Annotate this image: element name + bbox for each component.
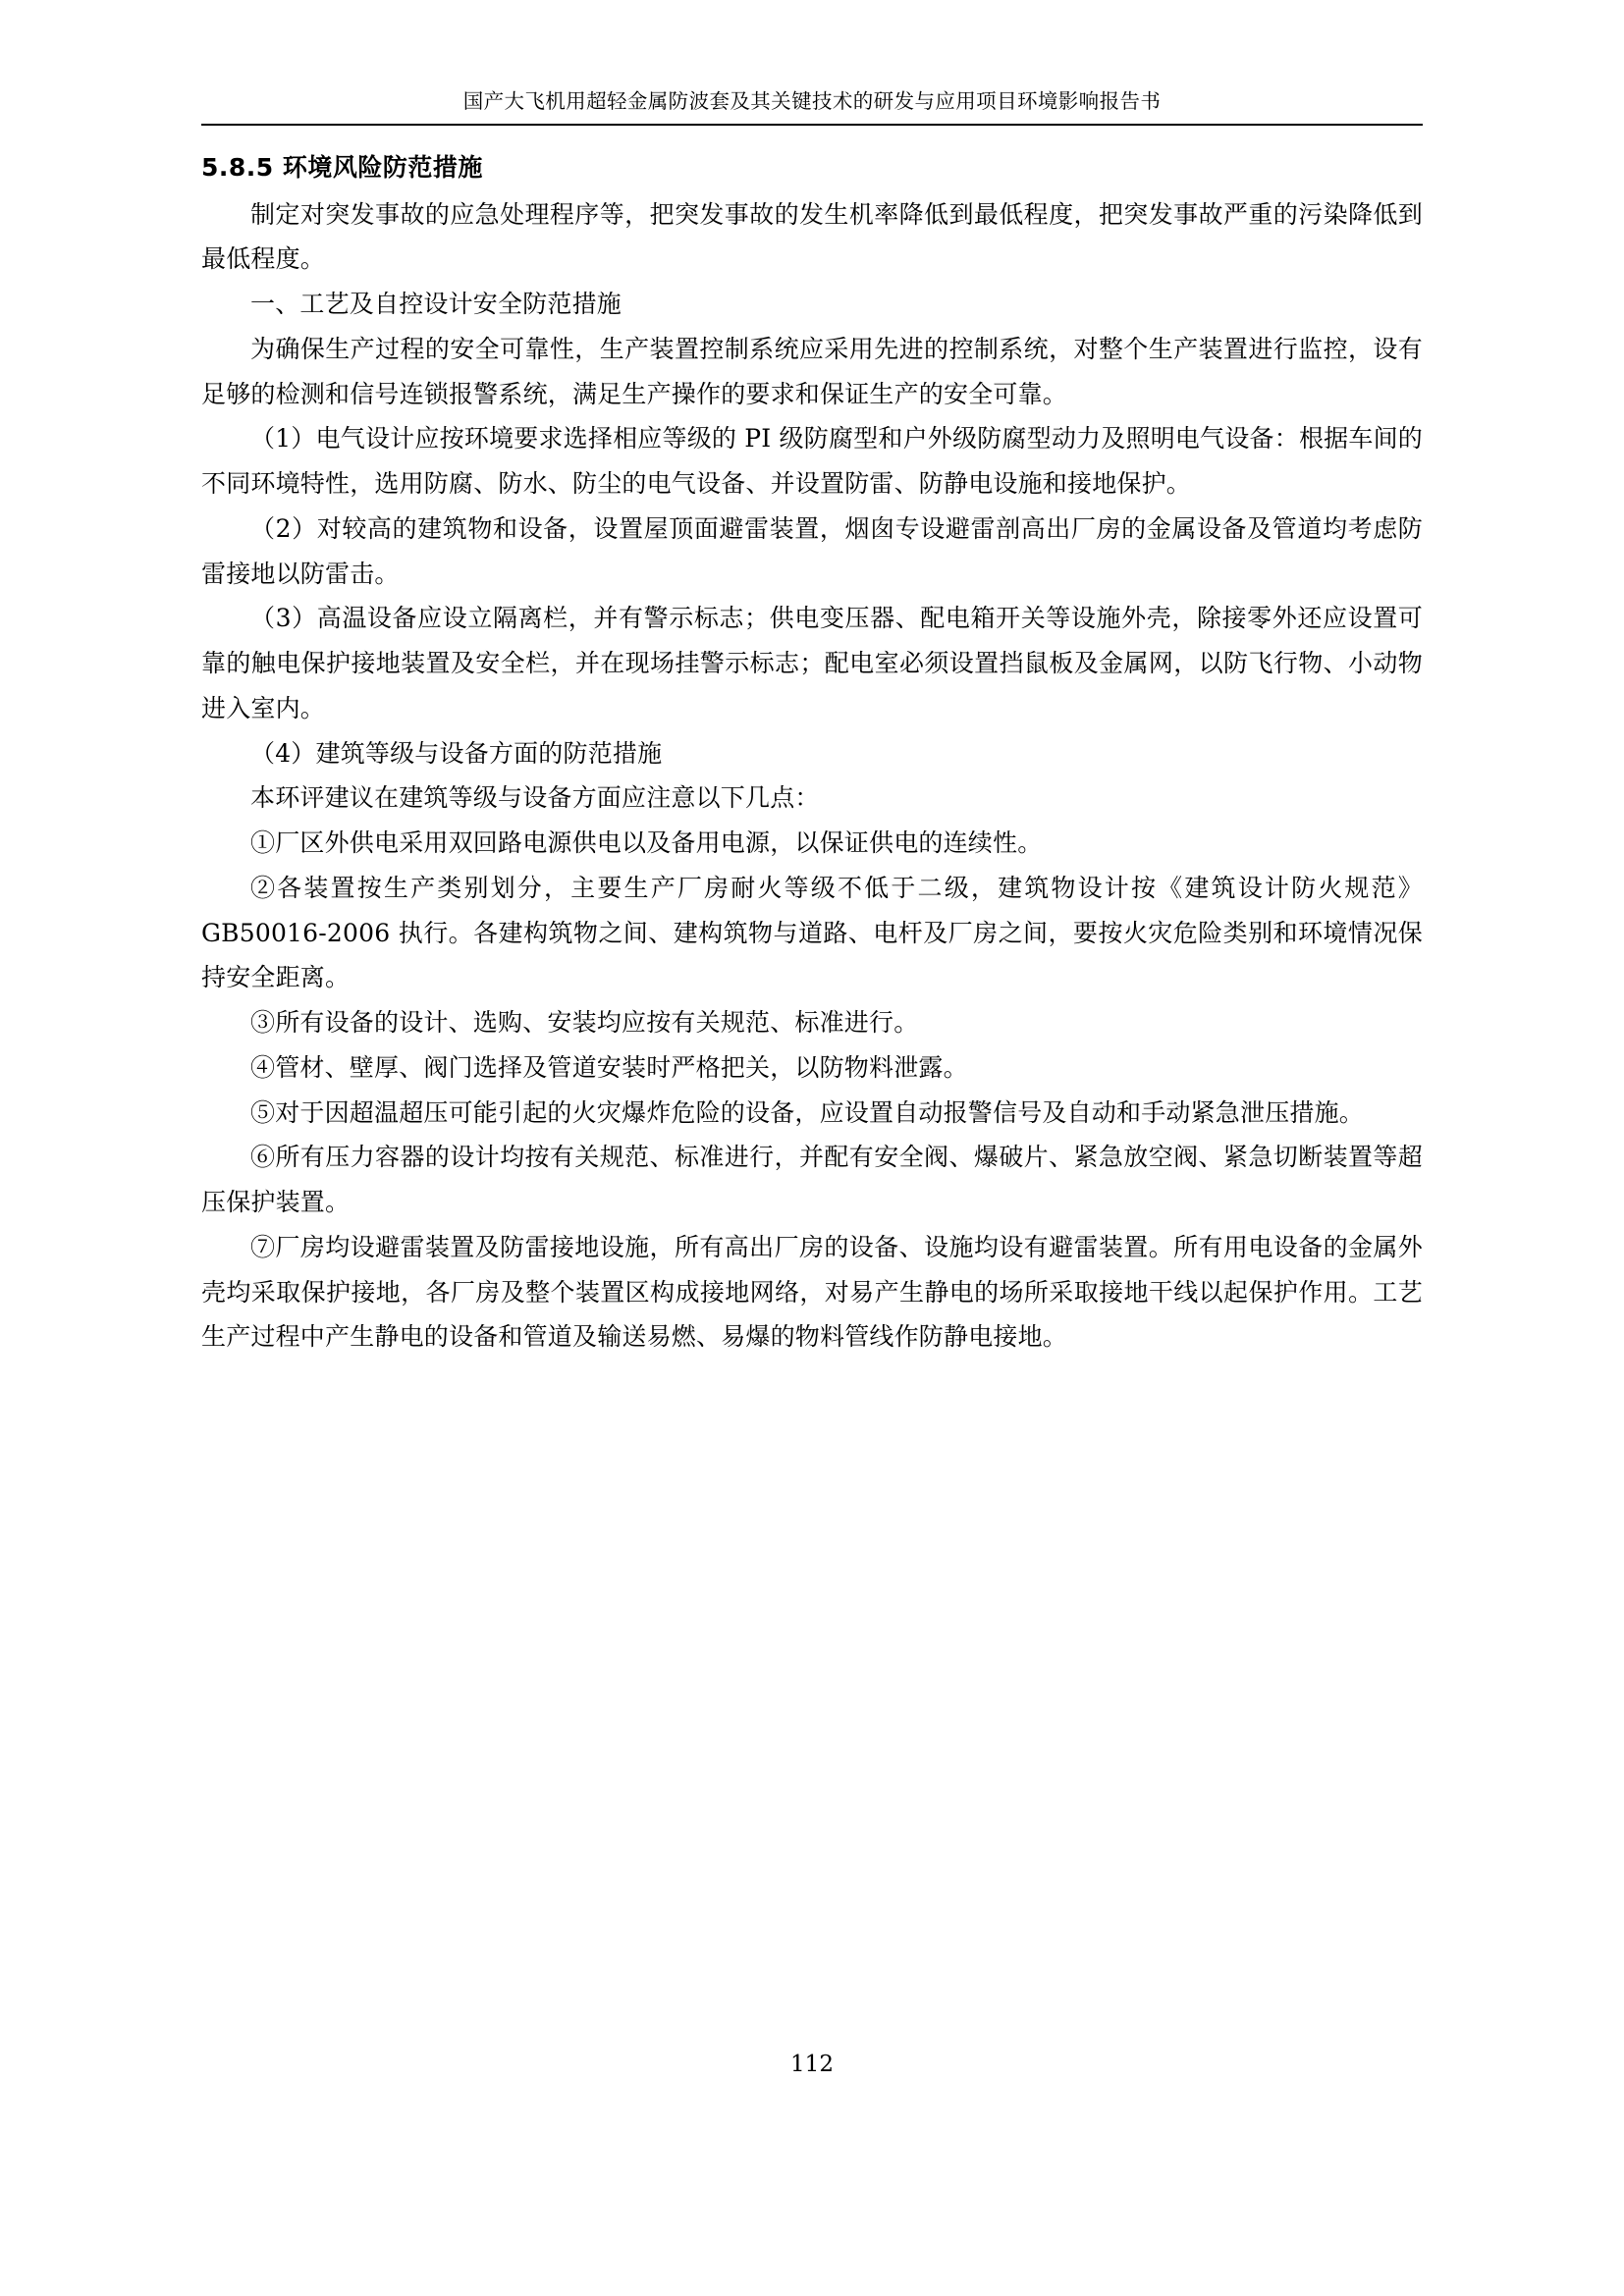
paragraph-5: （2）对较高的建筑物和设备，设置屋顶面避雷装置，烟囱专设避雷剖高出厂房的金属设备及管道均考虑防雷接地以防雷击。 [201,513,1423,588]
paragraph-2: 一、工艺及自控设计安全防范措施 [250,290,623,318]
paragraph-10: ②各装置按生产类别划分，主要生产厂房耐火等级不低于二级，建筑物设计按《建筑设计防火规范》GB50016-2006 执行。各建构筑物之间、建构筑物与道路、电杆及厂房之间，要按火灾危险类别和环境情况保持安全距离。 [201,873,1423,992]
paragraph-1: 制定对突发事故的应急处理程序等，把突发事故的发生机率降低到最低程度，把突发事故严重的污染降低到最低程度。 [201,199,1423,274]
paragraph-3: 为确保生产过程的安全可靠性，生产装置控制系统应采用先进的控制系统，对整个生产装置进行监控，设有足够的检测和信号连锁报警系统，满足生产操作的要求和保证生产的安全可靠。 [201,334,1423,408]
section-heading: 5.8.5 环境风险防范措施 [201,153,483,182]
paragraph-13: ⑤对于因超温超压可能引起的火灾爆炸危险的设备，应设置自动报警信号及自动和手动紧急泄压措施。 [250,1097,1365,1127]
paragraph-8: 本环评建议在建筑等级与设备方面应注意以下几点： [250,783,820,813]
paragraph-12: ④管材、壁厚、阀门选择及管道安装时严格把关，以防物料泄露。 [250,1052,968,1082]
paragraph-6: （3）高温设备应设立隔离栏，并有警示标志；供电变压器、配电箱开关等设施外壳，除接零外还应设置可靠的触电保护接地装置及安全栏，并在现场挂警示标志；配电室必须设置挡鼠板及金属网，以防飞行物、小动物进入室内。 [201,604,1423,722]
paragraph-9: ①厂区外供电采用双回路电源供电以及备用电源，以保证供电的连续性。 [250,828,1043,857]
paragraph-4: （1）电气设计应按环境要求选择相应等级的 PI 级防腐型和户外级防腐型动力及照明电气设备：根据车间的不同环境特性，选用防腐、防水、防尘的电气设备、并设置防雷、防静电设施和接地保护。 [201,424,1423,498]
paragraph-14: ⑥所有压力容器的设计均按有关规范、标准进行，并配有安全阀、爆破片、紧急放空阀、紧急切断装置等超压保护装置。 [201,1143,1423,1216]
page-header: 国产大飞机用超轻金属防波套及其关键技术的研发与应用项目环境影响报告书 [462,89,1162,113]
header-divider [201,124,1423,126]
paragraph-15: ⑦厂房均设避雷装置及防雷接地设施，所有高出厂房的设备、设施均设有避雷装置。所有用电设备的金属外壳均采取保护接地，各厂房及整个装置区构成接地网络，对易产生静电的场所采取接地干线以起保护作用。工艺生产过程中产生静电的设备和管道及输送易燃、易爆的物料管线作防静电接地。 [201,1232,1423,1352]
page-content [201,149,1423,1360]
page-number: 112 [790,2052,834,2077]
paragraph-7: （4）建筑等级与设备方面的防范措施 [250,738,663,768]
paragraph-11: ③所有设备的设计、选购、安装均应按有关规范、标准进行。 [250,1008,919,1037]
